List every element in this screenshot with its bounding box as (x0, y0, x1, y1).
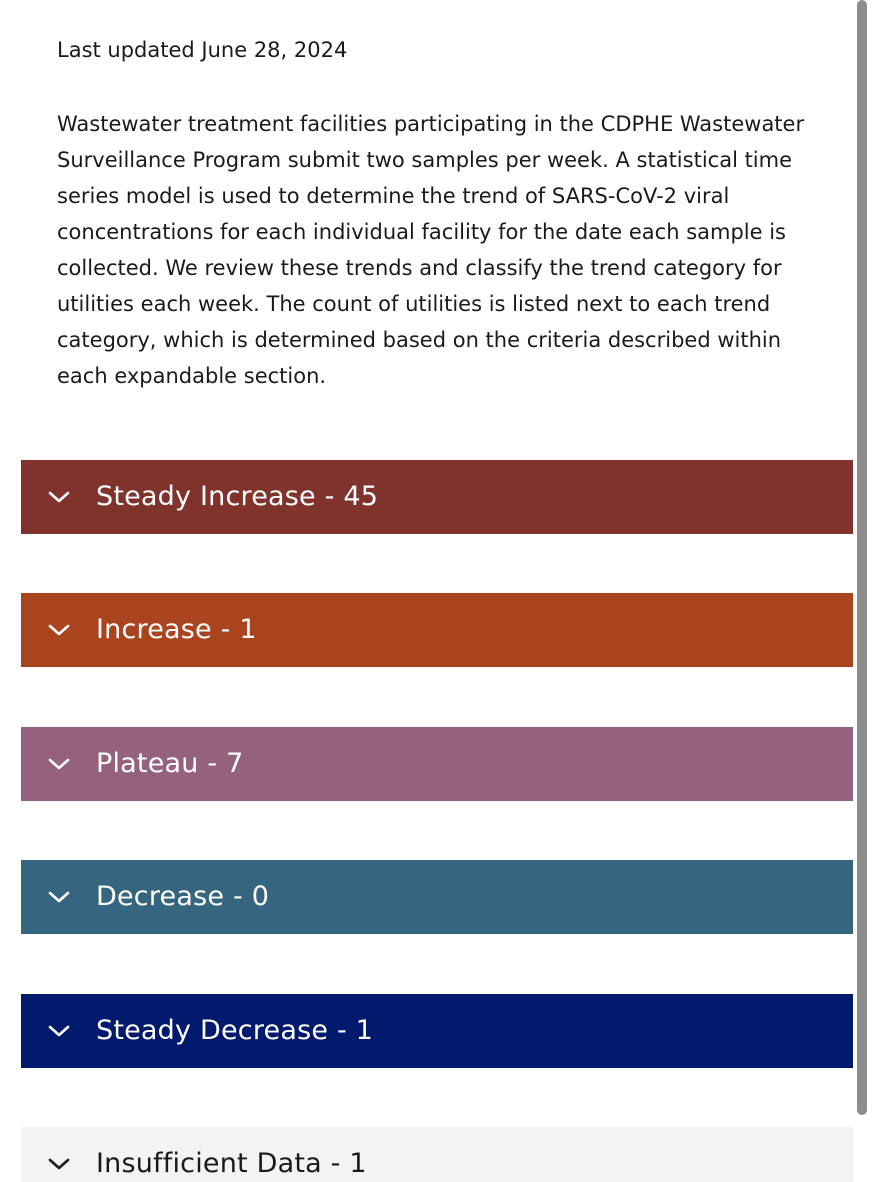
accordion-label: Insufficient Data - 1 (96, 1148, 367, 1179)
chevron-down-icon (21, 460, 96, 534)
accordion-steady-decrease[interactable] (21, 994, 853, 1068)
chevron-down-icon (21, 727, 96, 801)
accordion-insufficient-data[interactable] (21, 1127, 853, 1182)
accordion-label: Steady Increase - 45 (96, 481, 379, 512)
chevron-down-icon (21, 860, 96, 934)
accordion-label: Decrease - 0 (96, 881, 270, 912)
chevron-down-icon (21, 593, 96, 667)
accordion-label: Plateau - 7 (96, 748, 244, 779)
accordion-label: Steady Decrease - 1 (96, 1015, 374, 1046)
chevron-down-icon (21, 1127, 96, 1182)
accordion-label: Increase - 1 (96, 614, 257, 645)
scrollbar-thumb[interactable] (857, 0, 867, 1115)
accordion-steady-increase[interactable] (21, 460, 853, 534)
accordion-decrease[interactable] (21, 860, 853, 934)
last-updated-text: Last updated June 28, 2024 (57, 38, 348, 62)
intro-paragraph: Wastewater treatment facilities participating in the CDPHE Wastewater Surveillance Program submit two samples per week. A statistical time series model is used to determine the trend of SARS-CoV-2 viral concentrations for each individual facility for the date each sample is collected. We review these trends and classify the trend category for utilities each week. The count of utilities is listed next to each trend category, which is determined based on the criteria described within each expandable section. (57, 112, 805, 388)
accordion-plateau[interactable] (21, 727, 853, 801)
chevron-down-icon (21, 994, 96, 1068)
accordion-increase[interactable] (21, 593, 853, 667)
